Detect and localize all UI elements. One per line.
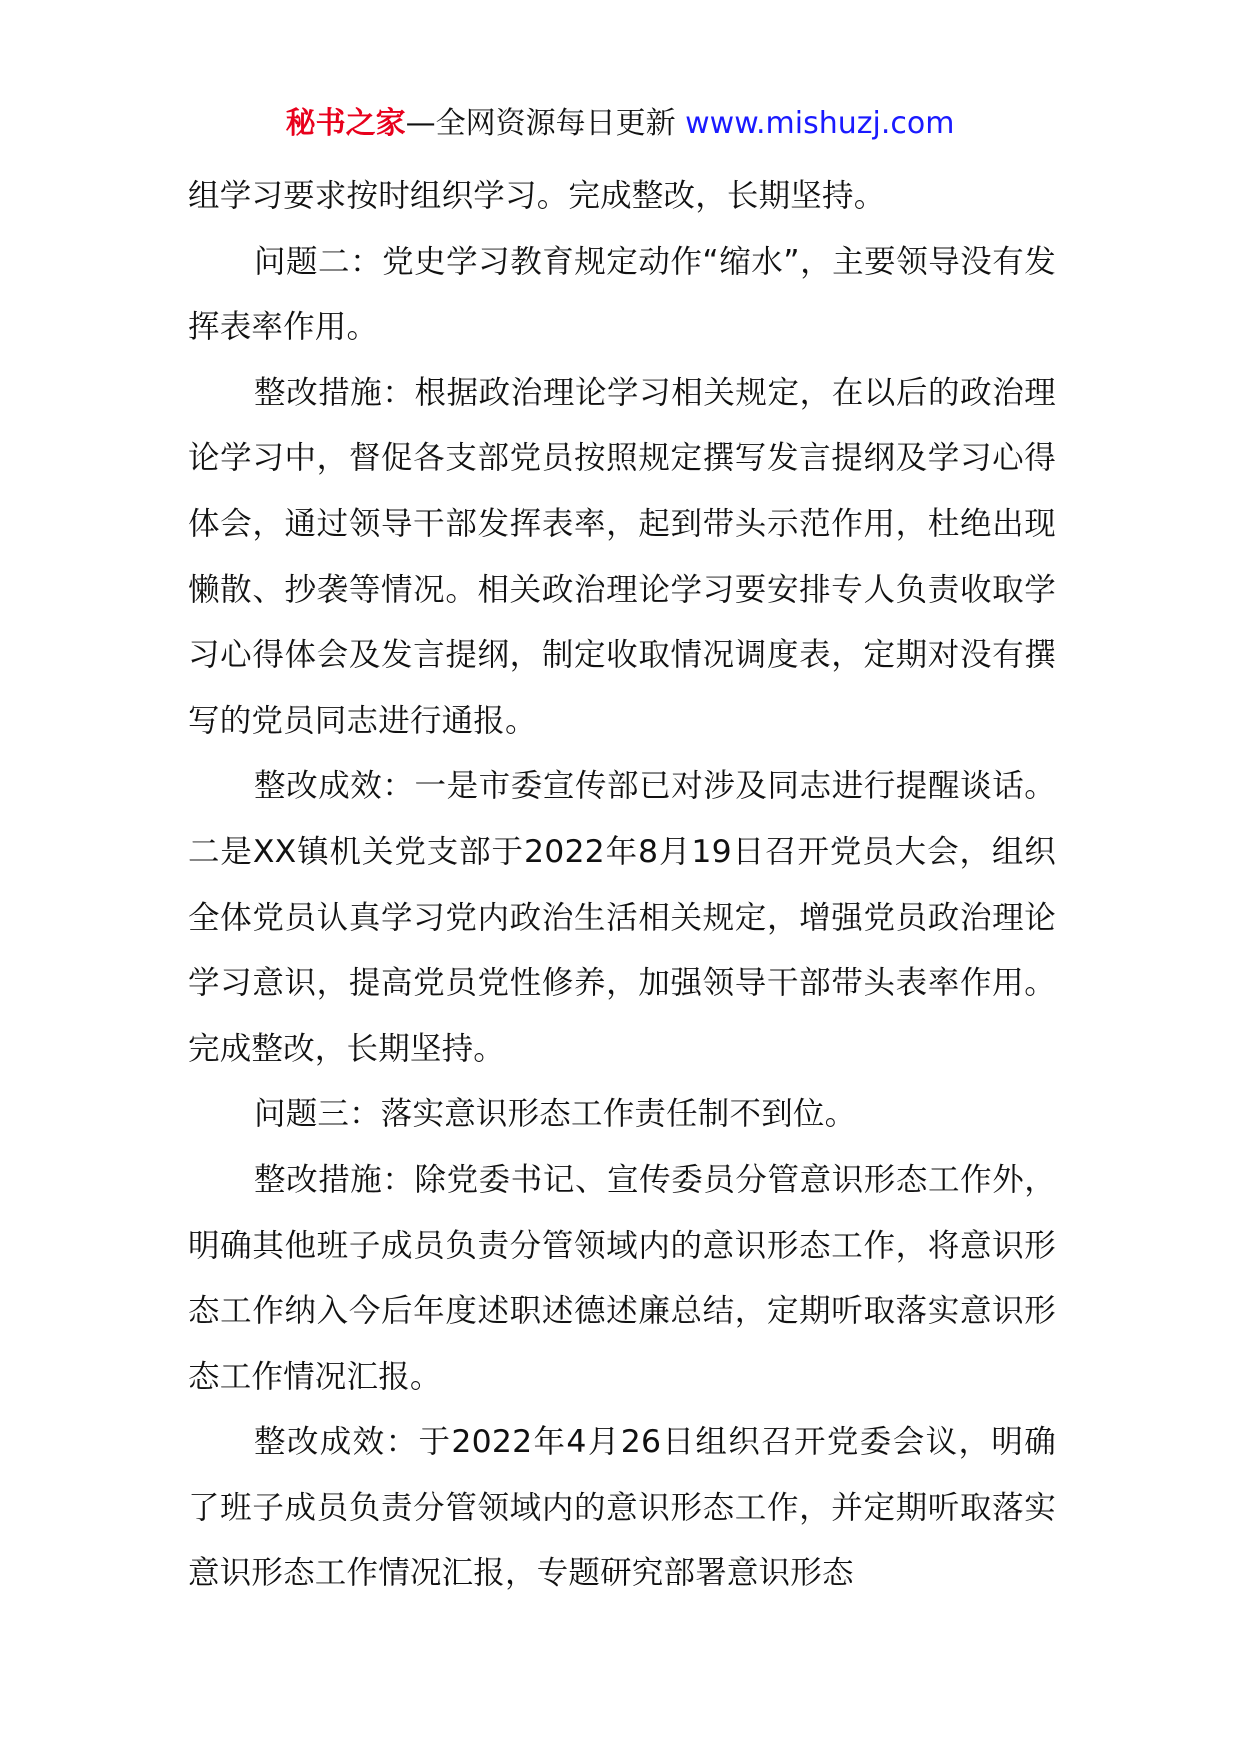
paragraph-measures-three: 整改措施：除党委书记、宣传委员分管意识形态工作外，明确其他班子成员负责分管领域内的意识形态工作，将意识形态工作纳入今后年度述职述德述廉总结，定期听取落实意识形态工作情况汇报。: [188, 1161, 1056, 1395]
header-brand: 秘书之家: [285, 106, 406, 141]
header-url-link[interactable]: www.mishuzj.com: [685, 106, 955, 141]
paragraph-results-two: 整改成效：一是市委宣传部已对涉及同志进行提醒谈话。二是XX镇机关党支部于2022年8月19日召开党员大会，组织全体党员认真学习党内政治生活相关规定，增强党员政治理论学习意识，提高党员党性修养，加强领导干部带头表率作用。完成整改，长期坚持。: [188, 768, 1056, 1067]
document-body: [188, 164, 1056, 1607]
header-tagline: —全网资源每日更新: [405, 106, 676, 141]
paragraph-problem-three: 问题三：落实意识形态工作责任制不到位。: [254, 1096, 857, 1133]
paragraph-problem-two: 问题二：党史学习教育规定动作“缩水”，主要领导没有发挥表率作用。: [188, 243, 1056, 346]
page-header: [0, 102, 1240, 146]
paragraph-results-three: 整改成效：于2022年4月26日组织召开党委会议，明确了班子成员负责分管领域内的意识形态工作，并定期听取落实意识形态工作情况汇报，专题研究部署意识形态: [188, 1424, 1056, 1592]
paragraph-continuation: 组学习要求按时组织学习。完成整改，长期坚持。: [188, 178, 886, 214]
paragraph-measures-two: 整改措施：根据政治理论学习相关规定，在以后的政治理论学习中，督促各支部党员按照规定撰写发言提纲及学习心得体会，通过领导干部发挥表率，起到带头示范作用，杜绝出现懒散、抄袭等情况。相关政治理论学习要安排专人负责收取学习心得体会及发言提纲，制定收取情况调度表，定期对没有撰写的党员同志进行通报。: [188, 374, 1056, 739]
